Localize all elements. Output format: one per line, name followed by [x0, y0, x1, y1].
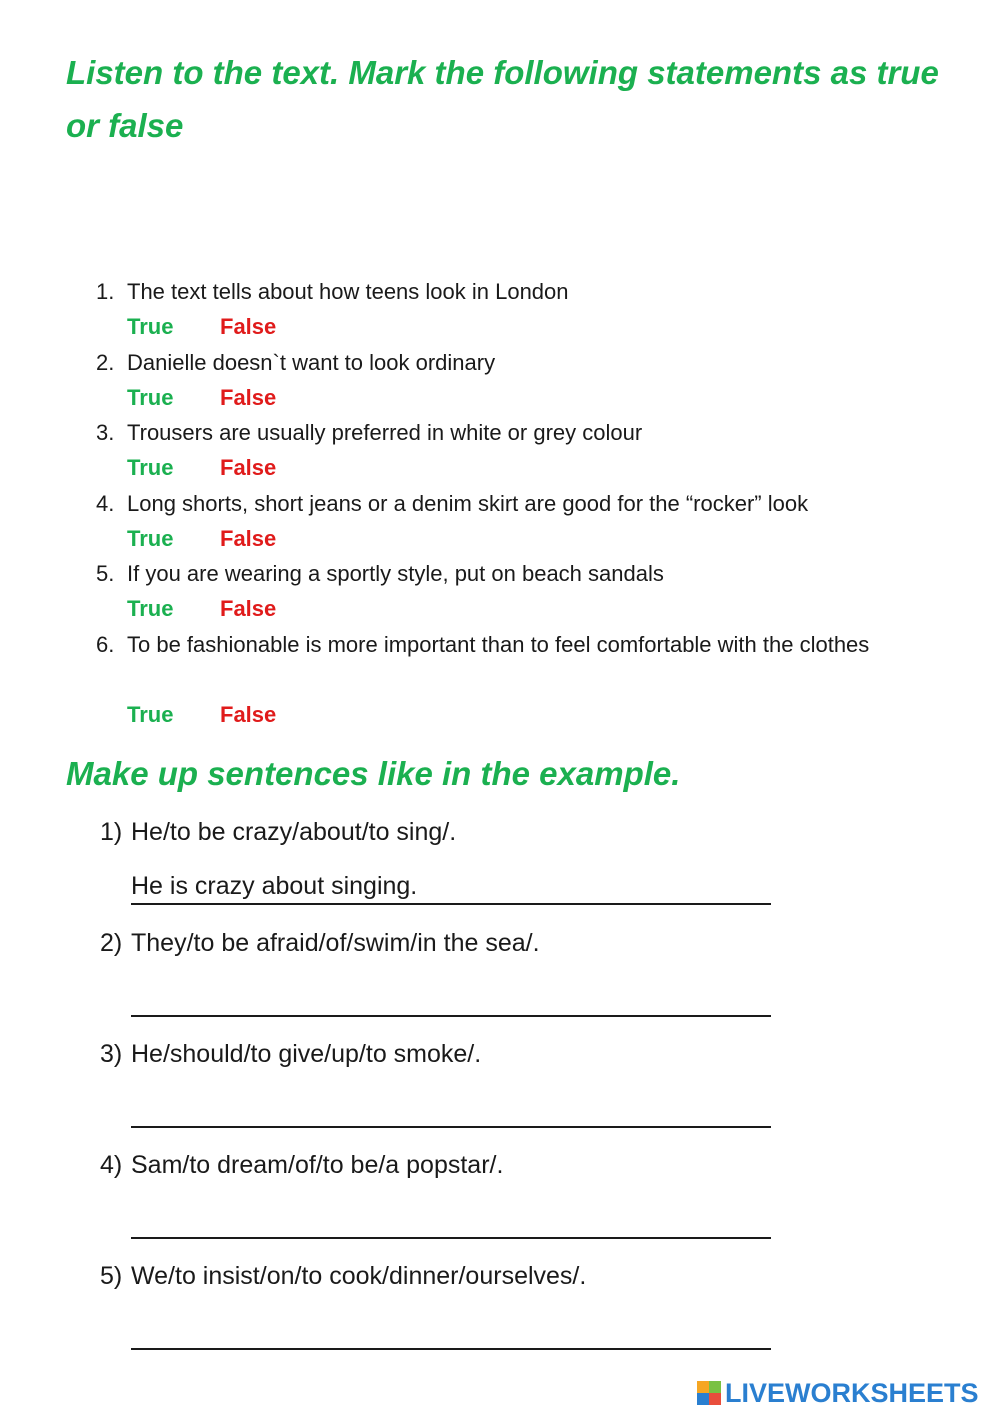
true-option[interactable]: True — [127, 314, 174, 339]
answer-options — [127, 380, 276, 415]
prompt-text: They/to be afraid/of/swim/in the sea/. — [131, 929, 540, 957]
item-number: 2. — [96, 350, 115, 375]
true-option[interactable]: True — [127, 702, 174, 727]
statement-text: If you are wearing a sportly style, put on beach sandals — [127, 561, 664, 586]
false-option[interactable]: False — [220, 596, 277, 621]
item-number: 3. — [96, 420, 115, 445]
true-option[interactable]: True — [127, 455, 174, 480]
false-option[interactable]: False — [220, 455, 277, 480]
logo-grid-icon — [697, 1381, 721, 1405]
statement-text: Danielle doesn`t want to look ordinary — [127, 350, 496, 375]
false-option[interactable]: False — [220, 314, 277, 339]
answer-input-1[interactable] — [131, 869, 771, 905]
logo-square — [697, 1393, 709, 1405]
false-option[interactable]: False — [220, 702, 277, 727]
logo-square — [697, 1381, 709, 1393]
prompt-text: We/to insist/on/to cook/dinner/ourselves/. — [131, 1262, 587, 1290]
logo-square — [709, 1393, 721, 1405]
answer-input-3[interactable] — [131, 1092, 771, 1128]
statement-text: Trousers are usually preferred in white or grey colour — [127, 420, 643, 445]
false-option[interactable]: False — [220, 526, 277, 551]
item-number: 3) — [100, 1040, 123, 1068]
true-option[interactable]: True — [127, 526, 174, 551]
false-option[interactable]: False — [220, 385, 277, 410]
answer-input-4[interactable] — [131, 1203, 771, 1239]
prompt-text: He/to be crazy/about/to sing/. — [131, 818, 457, 846]
true-option[interactable]: True — [127, 385, 174, 410]
item-number: 1. — [96, 279, 115, 304]
answer-options — [127, 521, 276, 556]
section2-heading: Make up sentences like in the example. — [66, 755, 681, 792]
answer-options — [127, 450, 276, 485]
statement-text: To be fashionable is more important than to feel comfortable with the clothes — [127, 632, 870, 657]
answer-options — [127, 591, 276, 626]
logo-square — [709, 1381, 721, 1393]
item-number: 4) — [100, 1151, 123, 1179]
answer-options — [127, 309, 276, 344]
section1-heading: Listen to the text. Mark the following statements as true or false — [66, 54, 939, 144]
answer-options — [127, 697, 276, 732]
item-number: 5. — [96, 561, 115, 586]
prompt-text: Sam/to dream/of/to be/a popstar/. — [131, 1151, 504, 1179]
true-option[interactable]: True — [127, 596, 174, 621]
answer-input-2[interactable] — [131, 981, 771, 1017]
item-number: 6. — [96, 632, 115, 657]
statement-text: Long shorts, short jeans or a denim skirt are good for the “rocker” look — [127, 491, 809, 516]
item-number: 1) — [100, 818, 123, 846]
statement-text: The text tells about how teens look in London — [127, 279, 569, 304]
item-number: 5) — [100, 1262, 123, 1290]
liveworksheets-logo — [697, 1378, 979, 1408]
logo-text: LIVEWORKSHEETS — [725, 1377, 979, 1408]
answer-input-5[interactable] — [131, 1314, 771, 1350]
item-number: 2) — [100, 929, 123, 957]
prompt-text: He/should/to give/up/to smoke/. — [131, 1040, 482, 1068]
item-number: 4. — [96, 491, 115, 516]
